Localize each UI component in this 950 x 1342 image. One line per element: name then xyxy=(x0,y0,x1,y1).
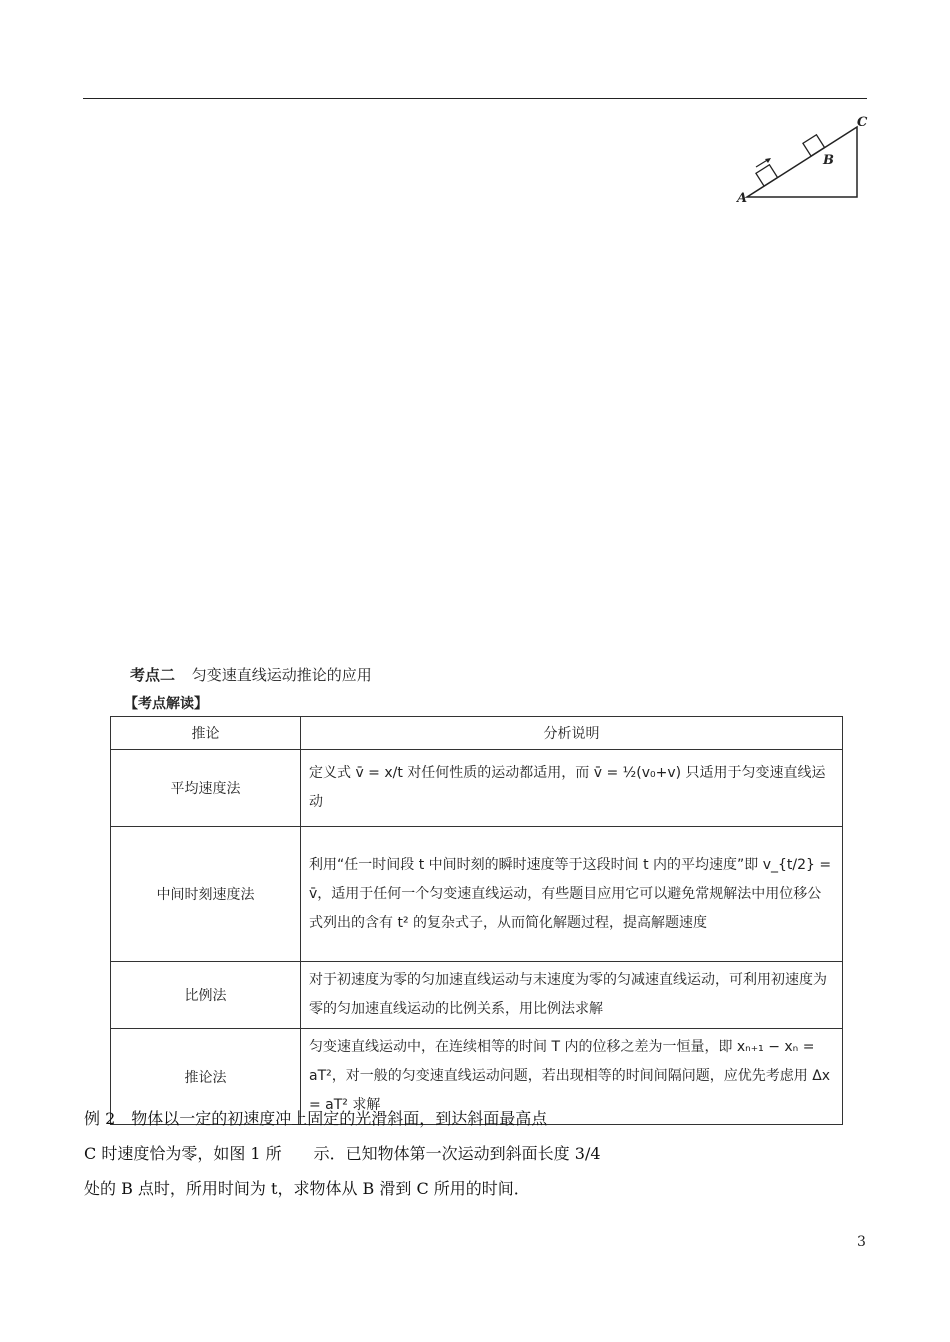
example-line-3: 处的 B 点时，所用时间为 t，求物体从 B 滑到 C 所用的时间． xyxy=(84,1179,530,1198)
block-b xyxy=(803,135,825,156)
inference-table xyxy=(110,716,843,1125)
method-name: 比例法 xyxy=(111,962,301,1029)
incline-figure xyxy=(735,112,870,207)
header-analysis: 分析说明 xyxy=(301,717,843,750)
table-row xyxy=(111,962,843,1029)
table-header-row xyxy=(111,717,843,750)
header-rule xyxy=(83,98,867,99)
label-b: B xyxy=(823,153,834,168)
table-row xyxy=(111,827,843,962)
example-line-1: 例 2 物体以一定的初速度冲上固定的光滑斜面，到达斜面最高点 xyxy=(84,1109,548,1128)
section-heading: 匀变速直线运动推论的应用 xyxy=(191,666,372,684)
header-inference: 推论 xyxy=(111,717,301,750)
block-a xyxy=(756,165,778,186)
section-title xyxy=(130,664,372,685)
method-description: 利用“任一时间段 t 中间时刻的瞬时速度等于这段时间 t 内的平均速度”即 v_{t/2} = v̄，适用于任何一个匀变速直线运动，有些题目应用它可以避免常规解法中用位移公式列出的含有 t² 的复杂式子，从而简化解题过程，提高解题速度 xyxy=(301,827,843,962)
method-name: 中间时刻速度法 xyxy=(111,827,301,962)
label-a: A xyxy=(737,191,748,206)
table-row xyxy=(111,750,843,827)
label-c: C xyxy=(857,115,868,130)
method-description: 定义式 v̄ = x/t 对任何性质的运动都适用，而 v̄ = ½(v₀+v) 只适用于匀变速直线运动 xyxy=(301,750,843,827)
method-description: 匀变速直线运动中，在连续相等的时间 T 内的位移之差为一恒量，即 xₙ₊₁ − xₙ = aT²，对一般的匀变速直线运动问题，若出现相等的时间间隔问题，应优先考虑用 Δx = aT² 求解 xyxy=(301,1029,843,1125)
section-number: 考点二 xyxy=(130,666,176,684)
method-description: 对于初速度为零的匀加速直线运动与末速度为零的匀减速直线运动，可利用初速度为零的匀加速直线运动的比例关系，用比例法求解 xyxy=(301,962,843,1029)
example-line-2: C 时速度恰为零，如图 1 所 示．已知物体第一次运动到斜面长度 3/4 xyxy=(84,1144,601,1163)
method-name: 平均速度法 xyxy=(111,750,301,827)
subsection-heading: 【考点解读】 xyxy=(124,696,208,712)
method-name: 推论法 xyxy=(111,1029,301,1125)
page-number: 3 xyxy=(857,1234,866,1250)
